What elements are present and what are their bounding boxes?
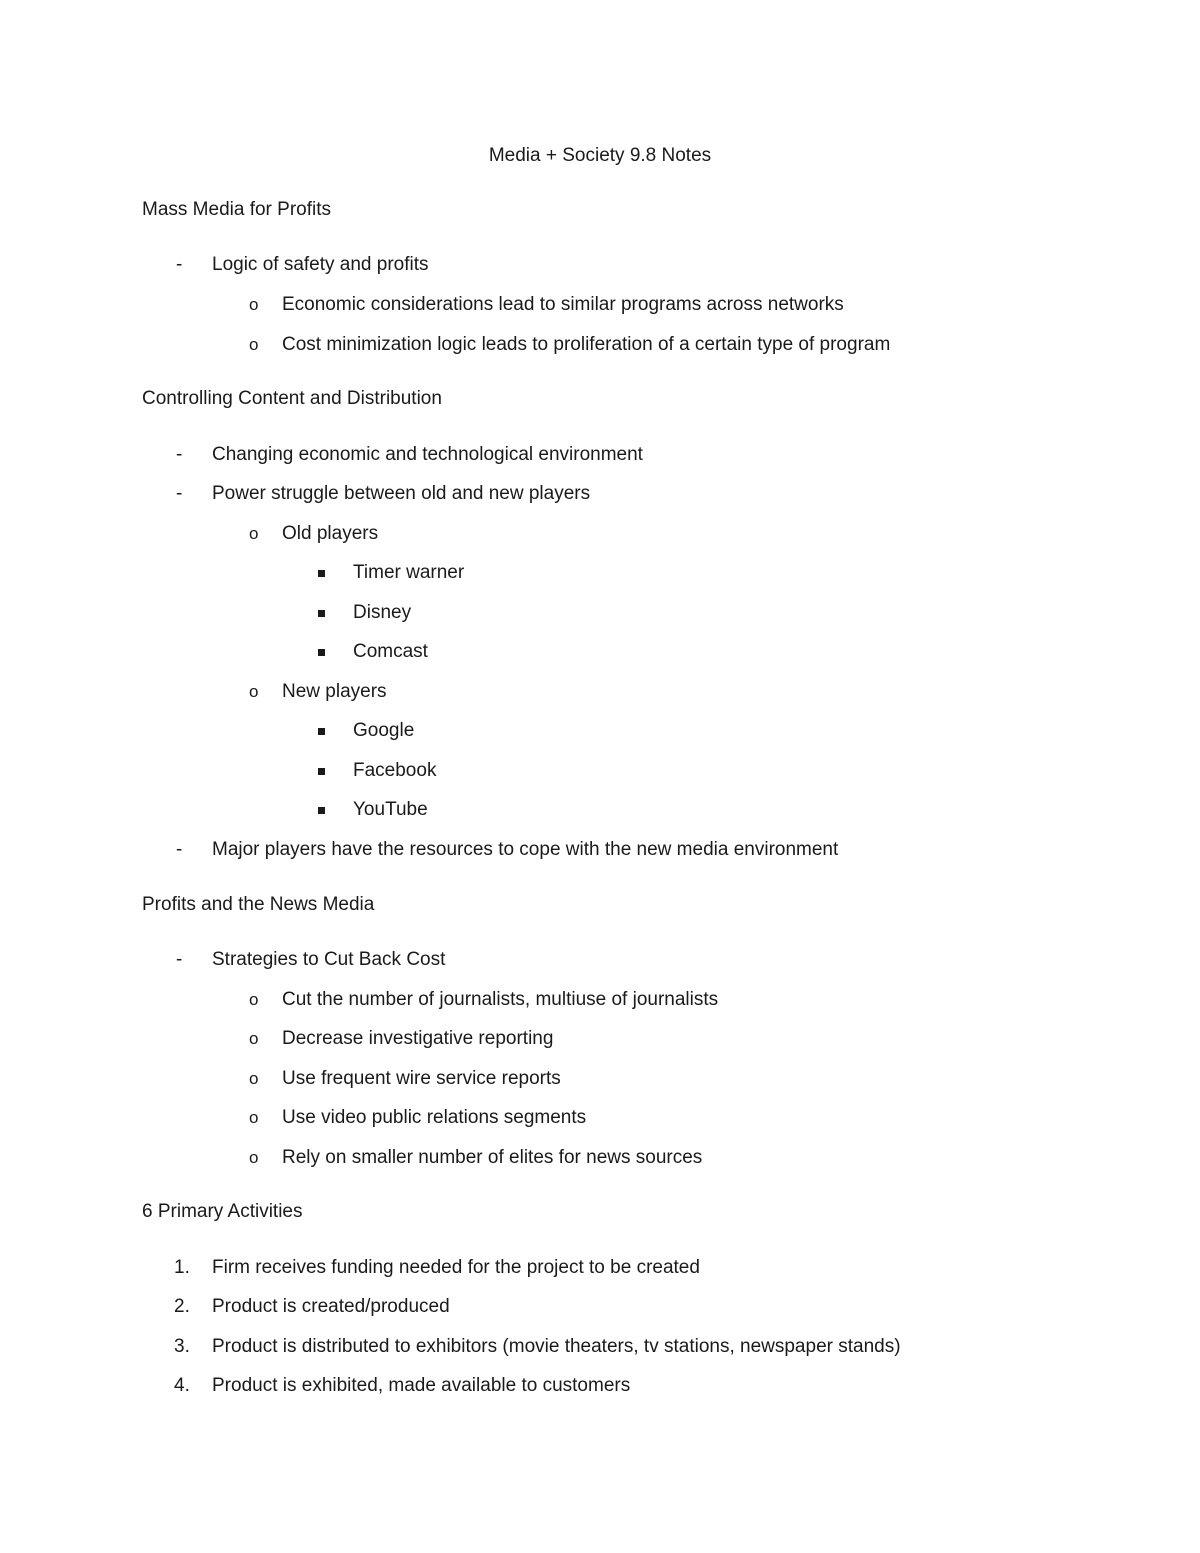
list-subitem: New players xyxy=(282,681,387,702)
section-heading: Profits and the News Media xyxy=(142,894,375,915)
square-bullet xyxy=(318,649,325,656)
circle-bullet: o xyxy=(249,524,259,543)
list-number: 1. xyxy=(174,1257,190,1278)
list-number: 3. xyxy=(174,1336,190,1357)
list-number: 4. xyxy=(174,1375,190,1396)
document-title: Media + Society 9.8 Notes xyxy=(488,145,712,166)
square-bullet xyxy=(318,768,325,775)
dash-bullet: - xyxy=(176,254,183,275)
list-subitem: Use video public relations segments xyxy=(282,1107,587,1128)
list-subitem: Cut the number of journalists, multiuse of journalists xyxy=(282,989,719,1010)
circle-bullet: o xyxy=(249,990,259,1009)
list-item: Changing economic and technological environment xyxy=(212,444,643,465)
dash-bullet: - xyxy=(176,949,183,970)
section-heading: 6 Primary Activities xyxy=(142,1201,303,1222)
square-bullet xyxy=(318,807,325,814)
section-heading: Controlling Content and Distribution xyxy=(142,388,442,409)
list-subitem: Economic considerations lead to similar programs across networks xyxy=(282,294,844,315)
numbered-item: Product is exhibited, made available to customers xyxy=(212,1375,631,1396)
numbered-item: Product is created/produced xyxy=(212,1296,450,1317)
square-bullet xyxy=(318,610,325,617)
list-subitem: Cost minimization logic leads to proliferation of a certain type of program xyxy=(282,334,891,355)
list-number: 2. xyxy=(174,1296,190,1317)
list-subsubitem: Disney xyxy=(353,602,412,623)
circle-bullet: o xyxy=(249,1029,259,1048)
dash-bullet: - xyxy=(176,483,183,504)
circle-bullet: o xyxy=(249,1148,259,1167)
list-item: Logic of safety and profits xyxy=(212,254,429,275)
numbered-item: Product is distributed to exhibitors (movie theaters, tv stations, newspaper stands) xyxy=(212,1336,901,1357)
circle-bullet: o xyxy=(249,1069,259,1088)
square-bullet xyxy=(318,570,325,577)
circle-bullet: o xyxy=(249,682,259,701)
list-subsubitem: YouTube xyxy=(353,799,428,820)
dash-bullet: - xyxy=(176,839,183,860)
section-heading: Mass Media for Profits xyxy=(142,199,331,220)
list-subsubitem: Comcast xyxy=(353,641,428,662)
list-item: Major players have the resources to cope with the new media environment xyxy=(212,839,839,860)
list-subsubitem: Timer warner xyxy=(353,562,465,583)
list-subitem: Rely on smaller number of elites for news sources xyxy=(282,1147,703,1168)
list-subsubitem: Google xyxy=(353,720,415,741)
list-item: Strategies to Cut Back Cost xyxy=(212,949,446,970)
dash-bullet: - xyxy=(176,444,183,465)
circle-bullet: o xyxy=(249,335,259,354)
list-item: Power struggle between old and new players xyxy=(212,483,591,504)
square-bullet xyxy=(318,728,325,735)
list-subitem: Decrease investigative reporting xyxy=(282,1028,554,1049)
list-subsubitem: Facebook xyxy=(353,760,437,781)
circle-bullet: o xyxy=(249,295,259,314)
numbered-item: Firm receives funding needed for the project to be created xyxy=(212,1257,700,1278)
list-subitem: Old players xyxy=(282,523,379,544)
circle-bullet: o xyxy=(249,1108,259,1127)
list-subitem: Use frequent wire service reports xyxy=(282,1068,561,1089)
